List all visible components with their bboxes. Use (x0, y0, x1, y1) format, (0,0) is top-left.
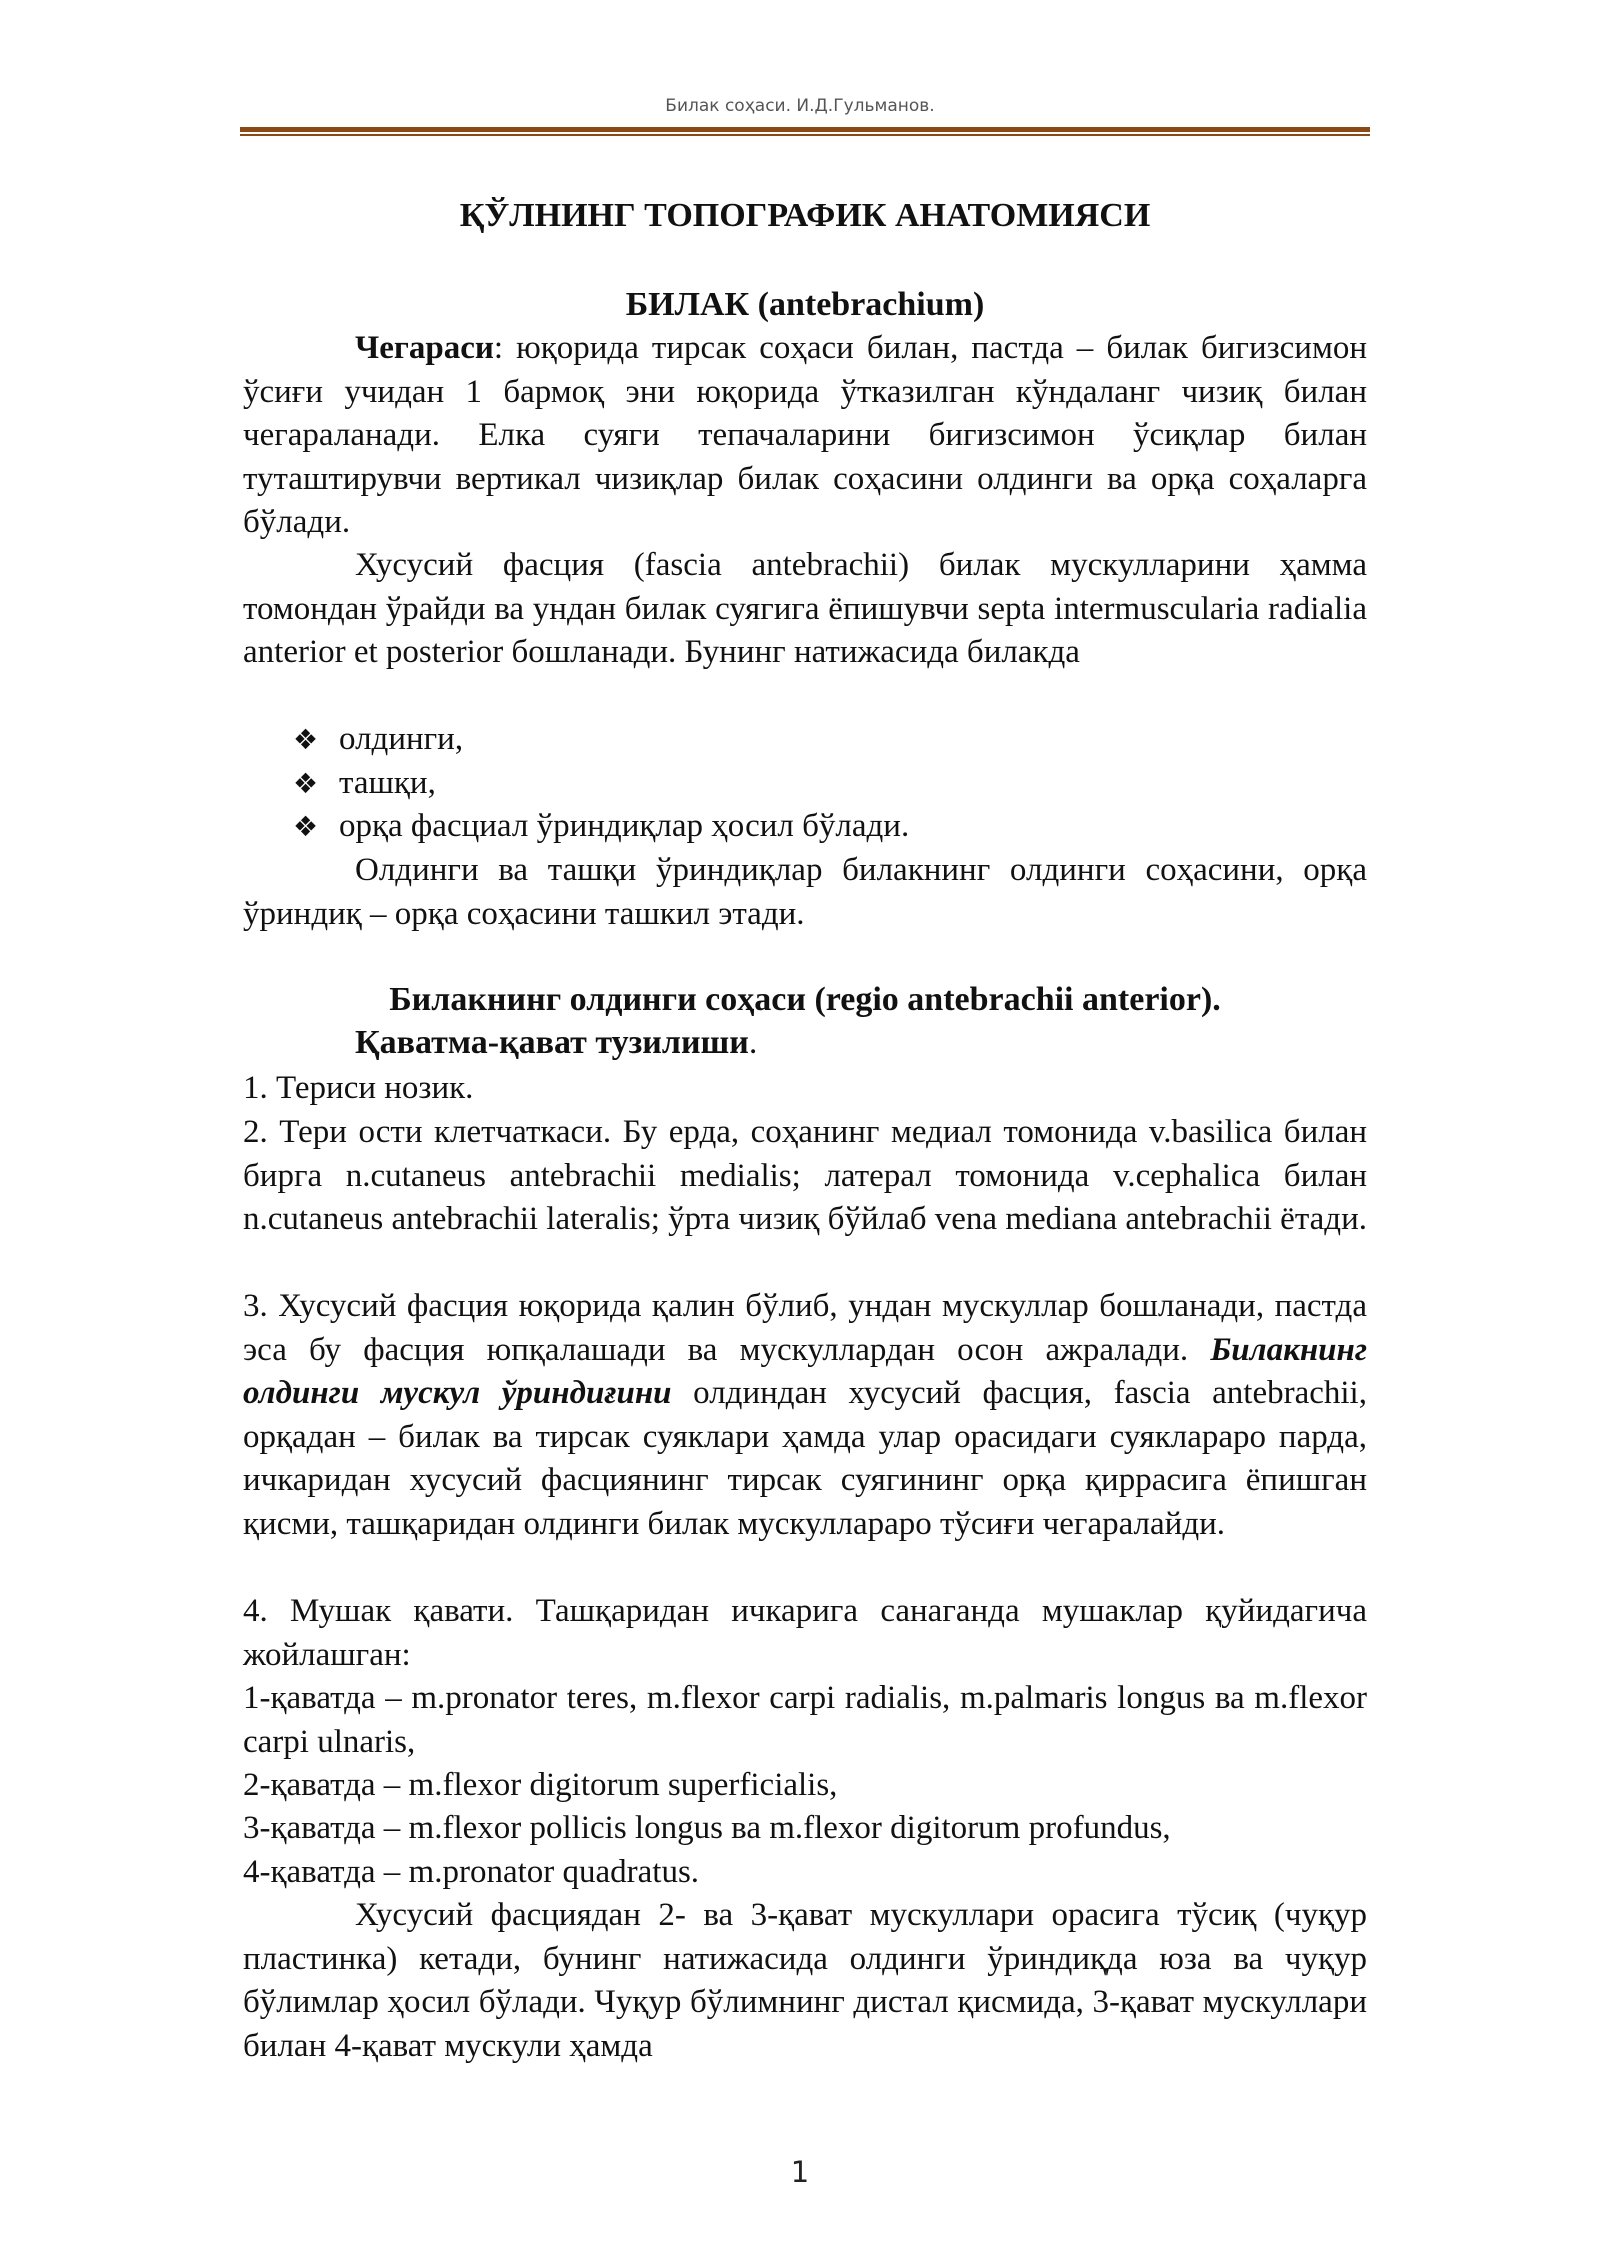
boundary-text: : юқорида тирсак соҳаси билан, пастда – билак бигизсимон ўсиғи учидан 1 бармоқ эни юқорида ўтказилган кўндаланг чизиқ билан чегараланади. Елка суяги тепачаларини бигизсимон ўсиқлар билан туташтирувчи вертикал чизиқлар билак соҳасини олдинги ва орқа соҳаларга бўлади. (243, 330, 1367, 540)
list-item-text: орқа фасциал ўриндиқлар ҳосил бўлади. (339, 808, 910, 844)
document-title: ҚЎЛНИНГ ТОПОГРАФИК АНАТОМИЯСИ (459, 197, 1151, 234)
muscle-layer-4: 4-қаватда – m.pronator quadratus. (243, 1854, 700, 1890)
compartment-list (293, 718, 909, 849)
section-subtitle (355, 1023, 757, 1063)
fascia-paragraph: Хусусий фасция (fascia antebrachii) билак мускулларини ҳамма томондан ўрайди ва ундан билак суягига ёпишувчи septa intermuscularia radialia anterior et posterior бошланади. Бунинг натижасида билакда (243, 547, 1367, 670)
final-paragraph: Хусусий фасциядан 2- ва 3-қават мускуллари орасига тўсиқ (чуқур пластинка) кетади, бунинг натижасида олдинги ўриндиқда юза ва чуқур бўлимлар ҳосил бўлади. Чуқур бўлимнинг дистал қисмида, 3-қават мускуллари билан 4-қават мускули ҳамда (243, 1897, 1367, 2064)
list-item-text: ташқи, (339, 764, 436, 801)
list-item (293, 762, 909, 806)
section-title: Билакнинг олдинги соҳаси (regio antebrachii anterior). (389, 981, 1221, 1018)
layer-2: 2. Тери ости клетчаткаси. Бу ерда, соҳанинг медиал томонида v.basilica билан бирга n.cutaneus antebrachii medialis; латерал томонида v.cephalica билан n.cutaneus antebrachii lateralis; ўрта чизиқ бўйлаб vena mediana antebrachii ётади. (243, 1114, 1367, 1237)
diamond-bullet-icon: ❖ (293, 810, 319, 843)
layer-3-emphasis: Билакнинг олдинги мускул ўриндиғини (243, 1331, 1367, 1411)
header-rule-thick (240, 127, 1370, 132)
muscle-layer-2: 2-қаватда – m.flexor digitorum superficialis, (243, 1767, 838, 1803)
diamond-bullet-icon: ❖ (293, 766, 319, 800)
muscle-layer-3: 3-қаватда – m.flexor pollicis longus ва m.flexor digitorum profundus, (243, 1810, 1171, 1846)
layer-3-start: 3. Хусусий фасция юқорида қалин бўлиб, ундан мускуллар бошланади, пастда эса бу фасция юпқалашади ва мускуллардан осон ажралади. (243, 1288, 1367, 1368)
layer-4: 4. Мушак қавати. Ташқаридан ичкарига санаганда мушаклар қуйидагича жойлашган: (243, 1593, 1367, 1673)
running-header: Билак соҳаси. И.Д.Гульманов. (665, 96, 935, 116)
list-item-text: олдинги, (339, 721, 464, 757)
compartments-paragraph: Олдинги ва ташқи ўриндиқлар билакнинг олдинги соҳасини, орқа ўриндиқ – орқа соҳасини ташкил этади. (243, 852, 1367, 932)
boundary-paragraph (243, 327, 1367, 545)
layer-1: 1. Териси нозик. (243, 1070, 474, 1106)
layer-3 (243, 1285, 1367, 1546)
diamond-bullet-icon: ❖ (293, 723, 319, 756)
boundary-label: Чегараси (355, 330, 494, 366)
section-subtitle-period: . (748, 1024, 758, 1061)
header-rule-thin (240, 134, 1370, 136)
section-subtitle-bold: Қаватма-қават тузилиши (355, 1024, 749, 1061)
layer-3-end: олдиндан хусусий фасция, fascia antebrachii, орқадан – билак ва тирсак суяклари ҳамда улар орасидаги суяклараро парда, ичкаридан хусусий фасциянинг тирсак суягининг орқа қиррасига ёпишган қисми, ташқаридан олдинги билак мускуллараро тўсиғи чегаралайди. (243, 1375, 1367, 1542)
list-item (293, 805, 909, 849)
page-number: 1 (790, 2155, 810, 2189)
muscle-layer-1: 1-қаватда – m.pronator teres, m.flexor carpi radialis, m.palmaris longus ва m.flexor carpi ulnaris, (243, 1680, 1367, 1760)
chapter-subtitle: БИЛАК (antebrachium) (625, 286, 985, 323)
list-item (293, 718, 909, 762)
